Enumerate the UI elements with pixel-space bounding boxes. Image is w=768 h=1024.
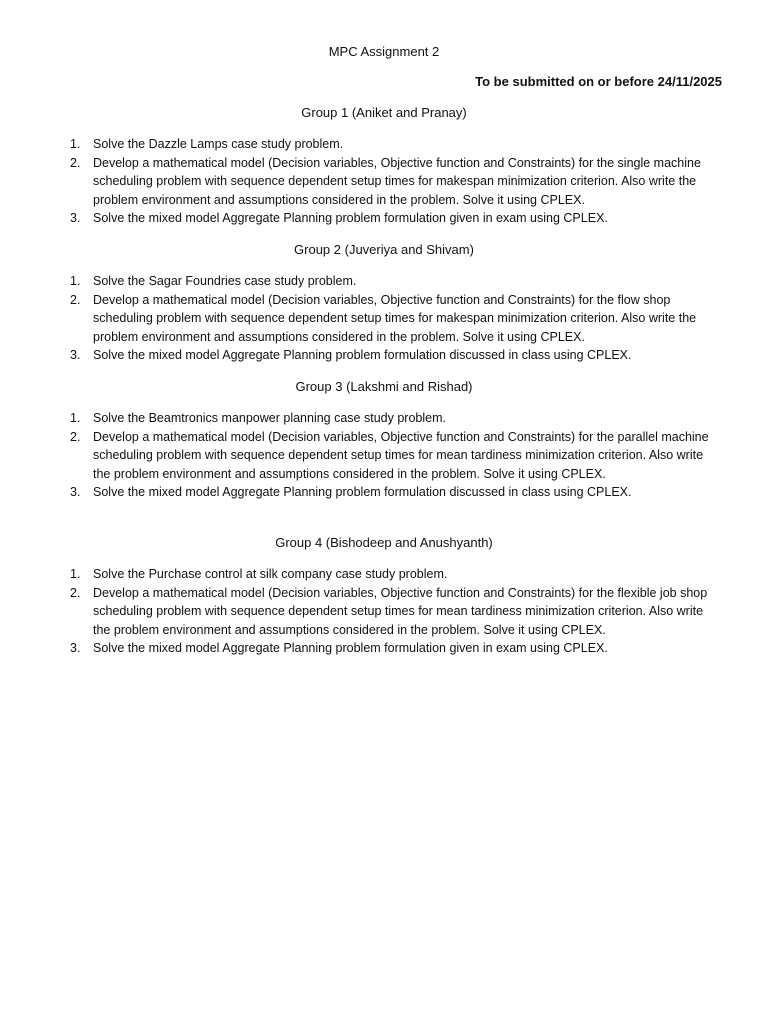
- task-item: [70, 346, 710, 365]
- submission-deadline: To be submitted on or before 24/11/2025: [475, 74, 722, 89]
- task-number: 3.: [70, 485, 81, 500]
- document-title: MPC Assignment 2: [328, 44, 440, 59]
- group-2-heading: Group 2 (Juveriya and Shivam): [294, 242, 474, 257]
- task-number: 3.: [70, 211, 81, 226]
- task-number: 2.: [70, 155, 81, 170]
- task-item: [70, 135, 710, 154]
- group-2-task-list: [70, 272, 710, 365]
- task-number: 1.: [70, 137, 81, 151]
- group-1-task-list: [70, 135, 710, 228]
- task-text: Solve the mixed model Aggregate Planning problem formulation discussed in class using CPLEX.: [93, 485, 632, 500]
- task-text: Solve the mixed model Aggregate Planning problem formulation given in exam using CPLEX.: [93, 211, 608, 226]
- task-text: Develop a mathematical model (Decision variables, Objective function and Constraints) for the single machine scheduling problem with sequence dependent setup times for makespan minimization criterion. Also write the problem environment and assumptions considered in the problem. Solve it using CPLEX.: [93, 155, 701, 207]
- task-item: [70, 291, 710, 347]
- task-text: Develop a mathematical model (Decision variables, Objective function and Constraints) for the flow shop scheduling problem with sequence dependent setup times for makespan minimization criterion. Also write the problem environment and assumptions considered in the problem. Solve it using CPLEX.: [93, 292, 697, 344]
- task-text: Solve the Purchase control at silk company case study problem.: [93, 567, 448, 581]
- task-text: Solve the mixed model Aggregate Planning problem formulation given in exam using CPLEX.: [93, 641, 608, 656]
- task-item: [70, 428, 710, 484]
- task-item: [70, 483, 710, 502]
- task-item: [70, 584, 710, 640]
- task-text: Solve the mixed model Aggregate Planning problem formulation discussed in class using CPLEX.: [93, 348, 632, 363]
- task-text: Develop a mathematical model (Decision variables, Objective function and Constraints) for the flexible job shop scheduling problem with sequence dependent setup times for mean tardiness minimization criterion. Also write the problem environment and assumptions considered in the problem. Solve it using CPLEX.: [93, 585, 708, 637]
- task-item: [70, 209, 710, 228]
- group-4-task-list: [70, 565, 710, 658]
- task-text: Solve the Sagar Foundries case study problem.: [93, 274, 357, 288]
- group-3-heading: Group 3 (Lakshmi and Rishad): [295, 379, 473, 394]
- task-text: Solve the Beamtronics manpower planning case study problem.: [93, 411, 446, 425]
- task-item: [70, 272, 710, 291]
- task-number: 3.: [70, 348, 81, 363]
- task-number: 3.: [70, 641, 81, 656]
- task-text: Develop a mathematical model (Decision variables, Objective function and Constraints) for the parallel machine scheduling problem with sequence dependent setup times for mean tardiness minimization criterion. Also write the problem environment and assumptions considered in the problem. Solve it using CPLEX.: [93, 429, 709, 481]
- task-text: Solve the Dazzle Lamps case study problem.: [93, 137, 344, 151]
- task-number: 2.: [70, 585, 81, 600]
- task-number: 1.: [70, 567, 81, 581]
- task-number: 2.: [70, 429, 81, 444]
- task-item: [70, 565, 710, 584]
- task-item: [70, 154, 710, 210]
- task-number: 2.: [70, 292, 81, 307]
- task-number: 1.: [70, 411, 81, 425]
- task-item: [70, 639, 710, 658]
- group-4-heading: Group 4 (Bishodeep and Anushyanth): [275, 535, 493, 550]
- group-3-task-list: [70, 409, 710, 502]
- group-1-heading: Group 1 (Aniket and Pranay): [301, 105, 467, 120]
- task-item: [70, 409, 710, 428]
- task-number: 1.: [70, 274, 81, 288]
